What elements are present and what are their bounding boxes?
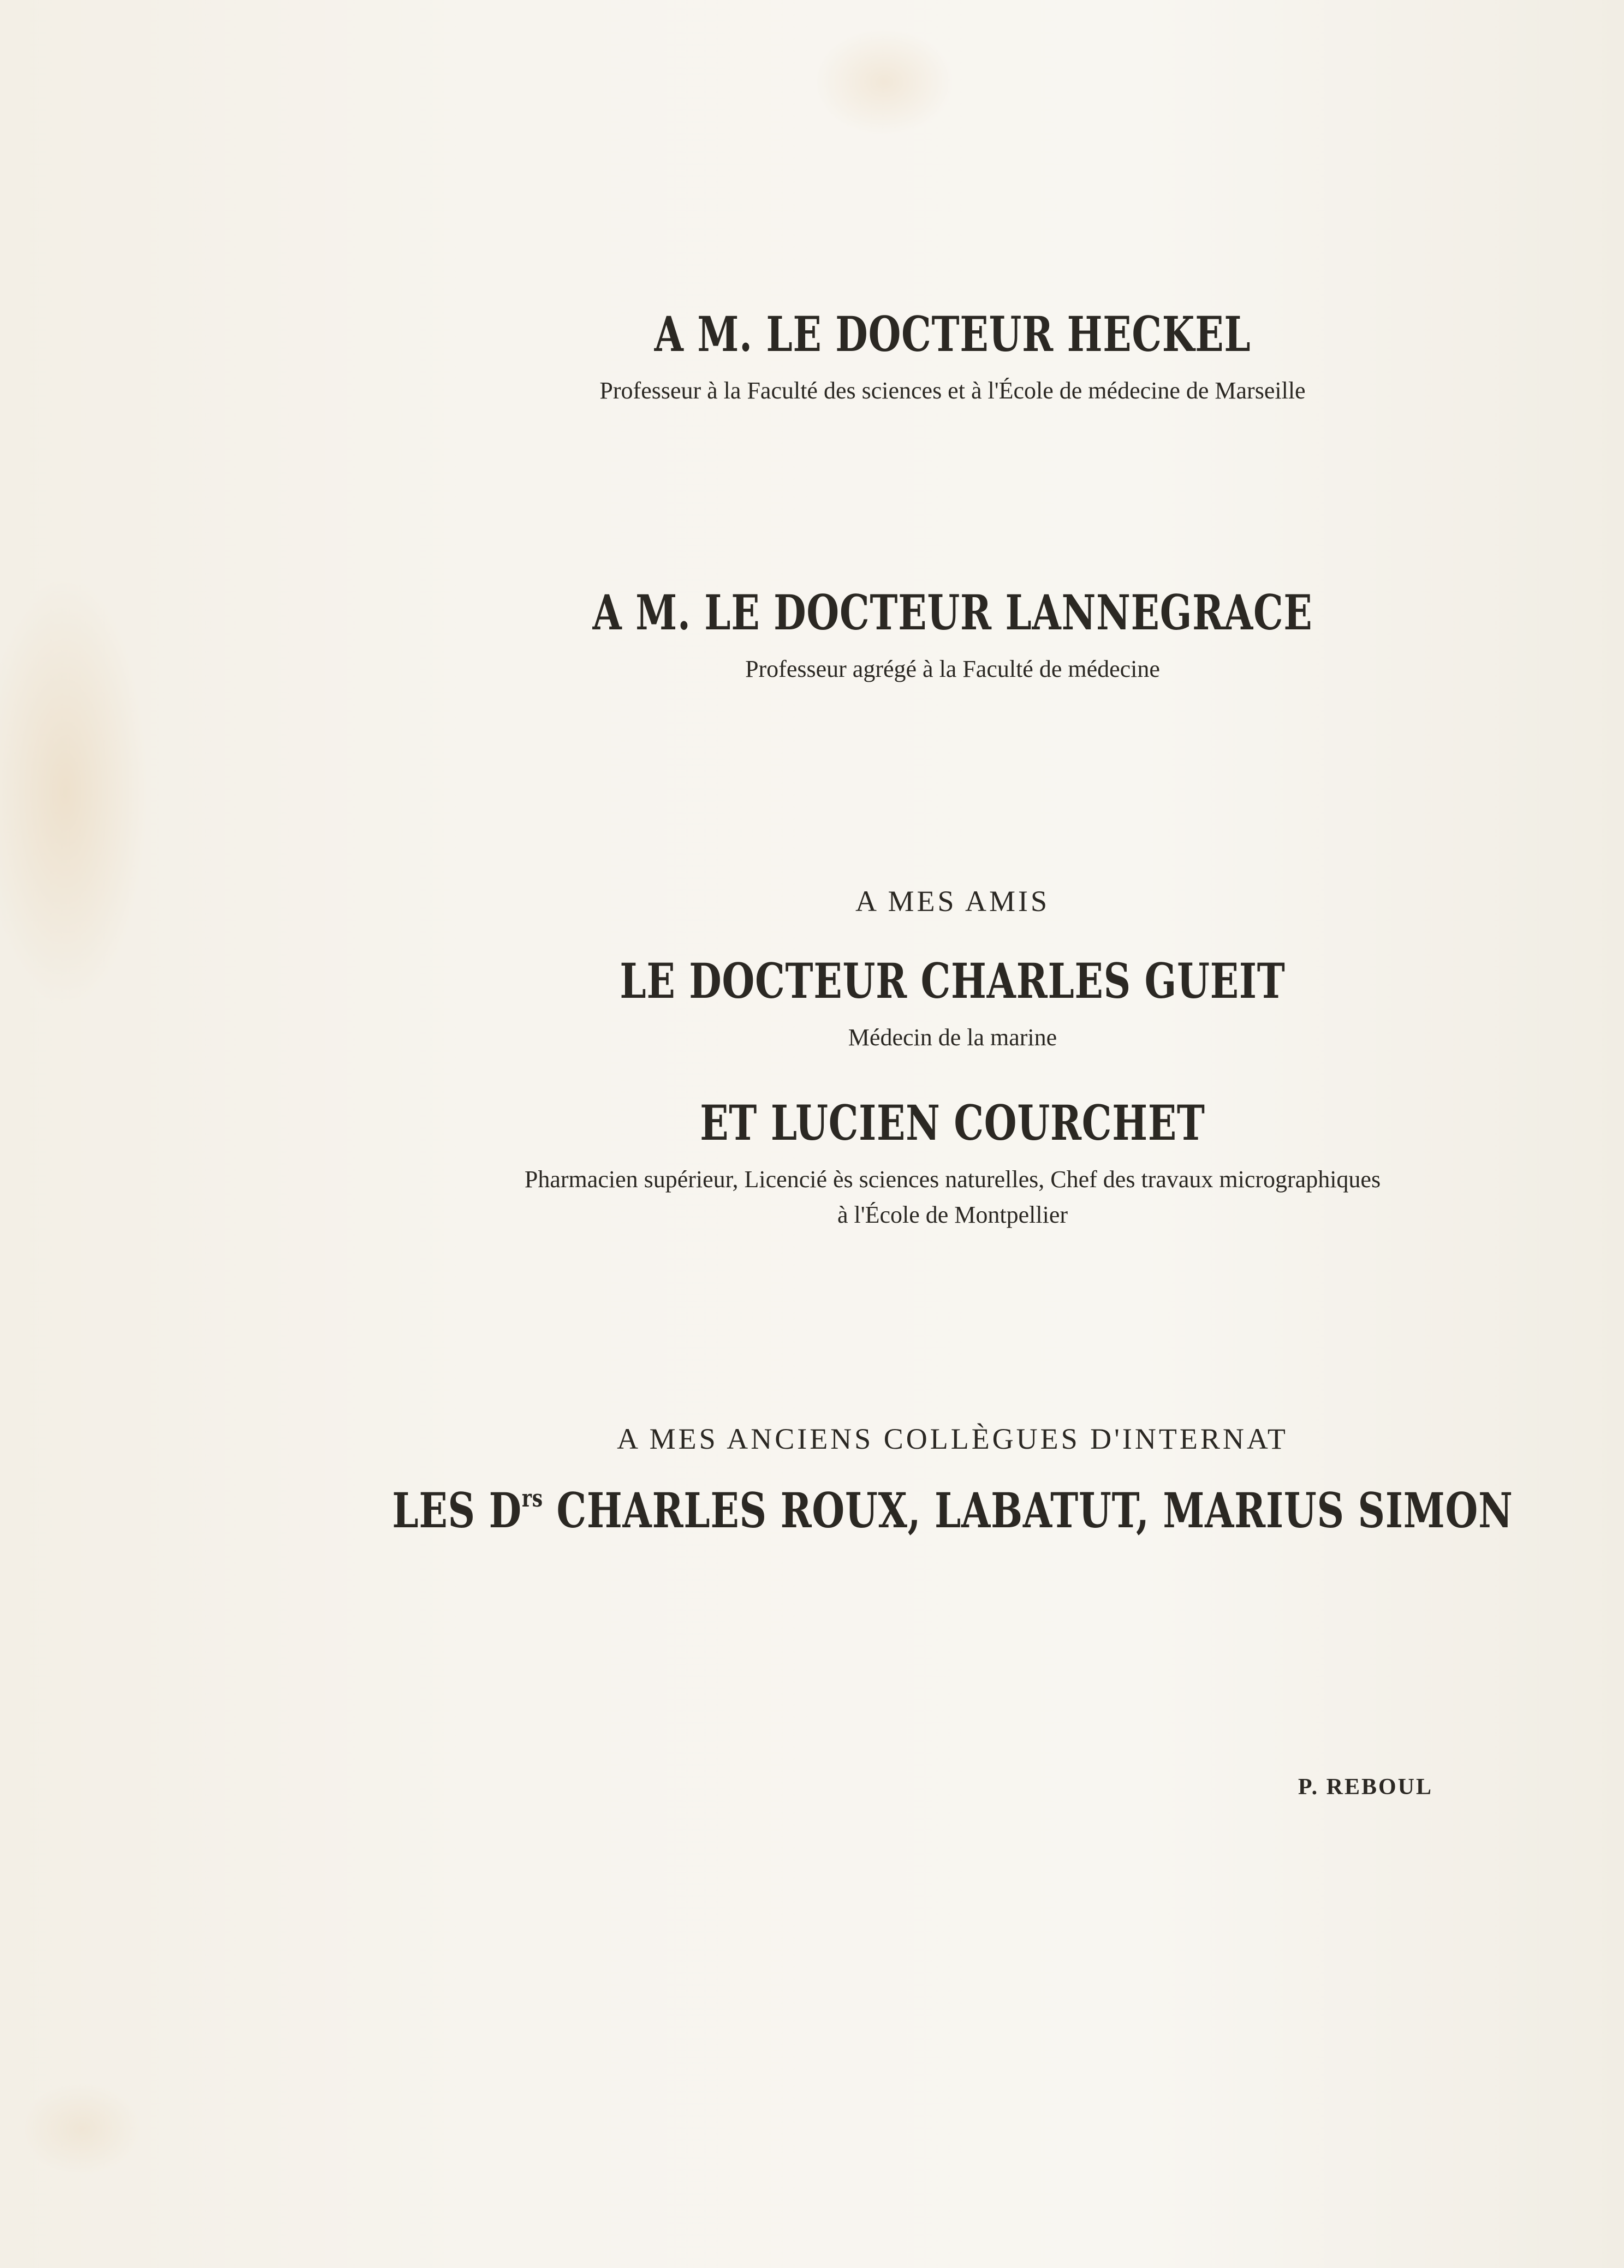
collegues-heading-sup: rs: [521, 1485, 543, 1513]
collegues-heading-rest: CHARLES ROUX, LABATUT, MARIUS SIMON: [543, 1482, 1513, 1539]
dedication-courchet-subline-1: Pharmacien supérieur, Licencié ès sciences naturelles, Chef des travaux micrographiques: [524, 1166, 1381, 1193]
dedication-gueit-subline: Médecin de la marine: [848, 1024, 1057, 1051]
dedication-amis-intro: A MES AMIS: [855, 885, 1050, 918]
collegues-heading-prefix: LES D: [392, 1482, 522, 1539]
dedication-courchet-subline-2: à l'École de Montpellier: [837, 1201, 1068, 1228]
dedication-heckel-heading: A M. LE DOCTEUR HECKEL: [654, 306, 1251, 362]
dedication-courchet-heading: ET LUCIEN COURCHET: [700, 1094, 1205, 1151]
dedication-lannegrace-subline: Professeur agrégé à la Faculté de médecine: [745, 656, 1160, 682]
dedication-lannegrace-heading: A M. LE DOCTEUR LANNEGRACE: [592, 584, 1313, 641]
dedication-collegues-heading: [210, 1482, 1624, 1539]
dedication-collegues-intro: A MES ANCIENS COLLÈGUES D'INTERNAT: [617, 1422, 1288, 1455]
dedication-heckel-subline: Professeur à la Faculté des sciences et à l'École de médecine de Marseille: [599, 377, 1306, 404]
dedication-gueit-heading: LE DOCTEUR CHARLES GUEIT: [620, 953, 1286, 1009]
signature: P. REBOUL: [1298, 1775, 1433, 1800]
